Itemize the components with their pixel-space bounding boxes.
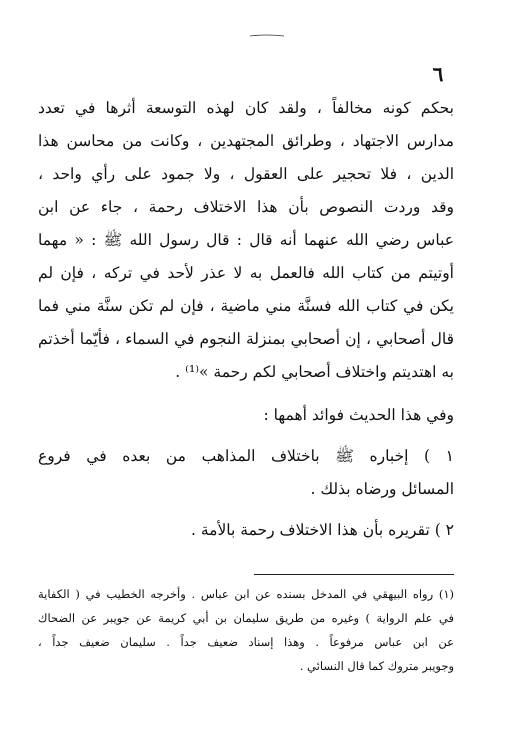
footnote-line: عن ابن عباس مرفوعاً . وهذا إسناد ضعيف جداً . سليمان ضعيف جداً ، xyxy=(38,635,454,649)
text-line: يكن في كتاب الله فسنَّة مني ماضية ، فإن لم تكن سنَّة مني فما xyxy=(38,297,454,315)
footnote-divider xyxy=(254,574,454,575)
text-line: ٢ ) تقريره بأن هذا الاختلاف رحمة بالأمة . xyxy=(191,521,454,539)
text-line: عباس رضي الله عنهما أنه قال : قال رسول الله ﷺ : « مهما xyxy=(38,231,454,249)
paragraph-hadith xyxy=(38,92,454,389)
text-line: بحكم كونه مخالفاً ، ولقد كان لهذه التوسعة أثرها في تعدد xyxy=(38,99,454,117)
footnote-line: (١) رواه البيهقي في المدخل بسنده عن ابن عباس . وأخرجه الخطيب في ( الكفاية xyxy=(38,587,454,601)
numbered-point-1 xyxy=(38,440,454,506)
footnote-line: في علم الرواية ) وغيره من طريق سليمان بن أبي كريمة عن جويبر عن الضحاك xyxy=(38,611,454,625)
main-text xyxy=(38,92,454,547)
text-line: به اهتديتم واختلاف أصحابي لكم رحمة »⁽¹⁾ . xyxy=(175,363,454,381)
text-line: ١ ) إخباره ﷺ باختلاف المذاهب من بعده في فروع xyxy=(38,447,454,465)
subheading-text: وفي هذا الحديث فوائد أهمها : xyxy=(263,406,454,424)
text-line: قال أصحابي ، إن أصحابي بمنزلة النجوم في السماء ، فأيّما أخذتم xyxy=(38,330,454,348)
footnote-line: وجويبر متروك كما قال النسائي . xyxy=(299,659,454,673)
text-line: الدين ، فلا تحجير على العقول ، ولا جمود على رأي واحد ، xyxy=(38,165,454,183)
text-line: المسائل ورضاه بذلك . xyxy=(310,480,454,498)
numbered-point-2 xyxy=(38,514,454,547)
footnotes xyxy=(38,582,454,678)
text-line: وقد وردت النصوص بأن هذا الاختلاف رحمة ، جاء عن ابن xyxy=(38,198,454,216)
text-line: أوتيتم من كتاب الله فالعمل به لا عذر لأحد في تركه ، فإن لم xyxy=(38,264,454,282)
section-subheading xyxy=(38,399,454,432)
text-line: مدارس الاجتهاد ، وطرائق المجتهدين ، وكانت من محاسن هذا xyxy=(38,132,454,150)
header-ornament xyxy=(250,34,284,38)
page-number: ٦ xyxy=(432,62,444,86)
